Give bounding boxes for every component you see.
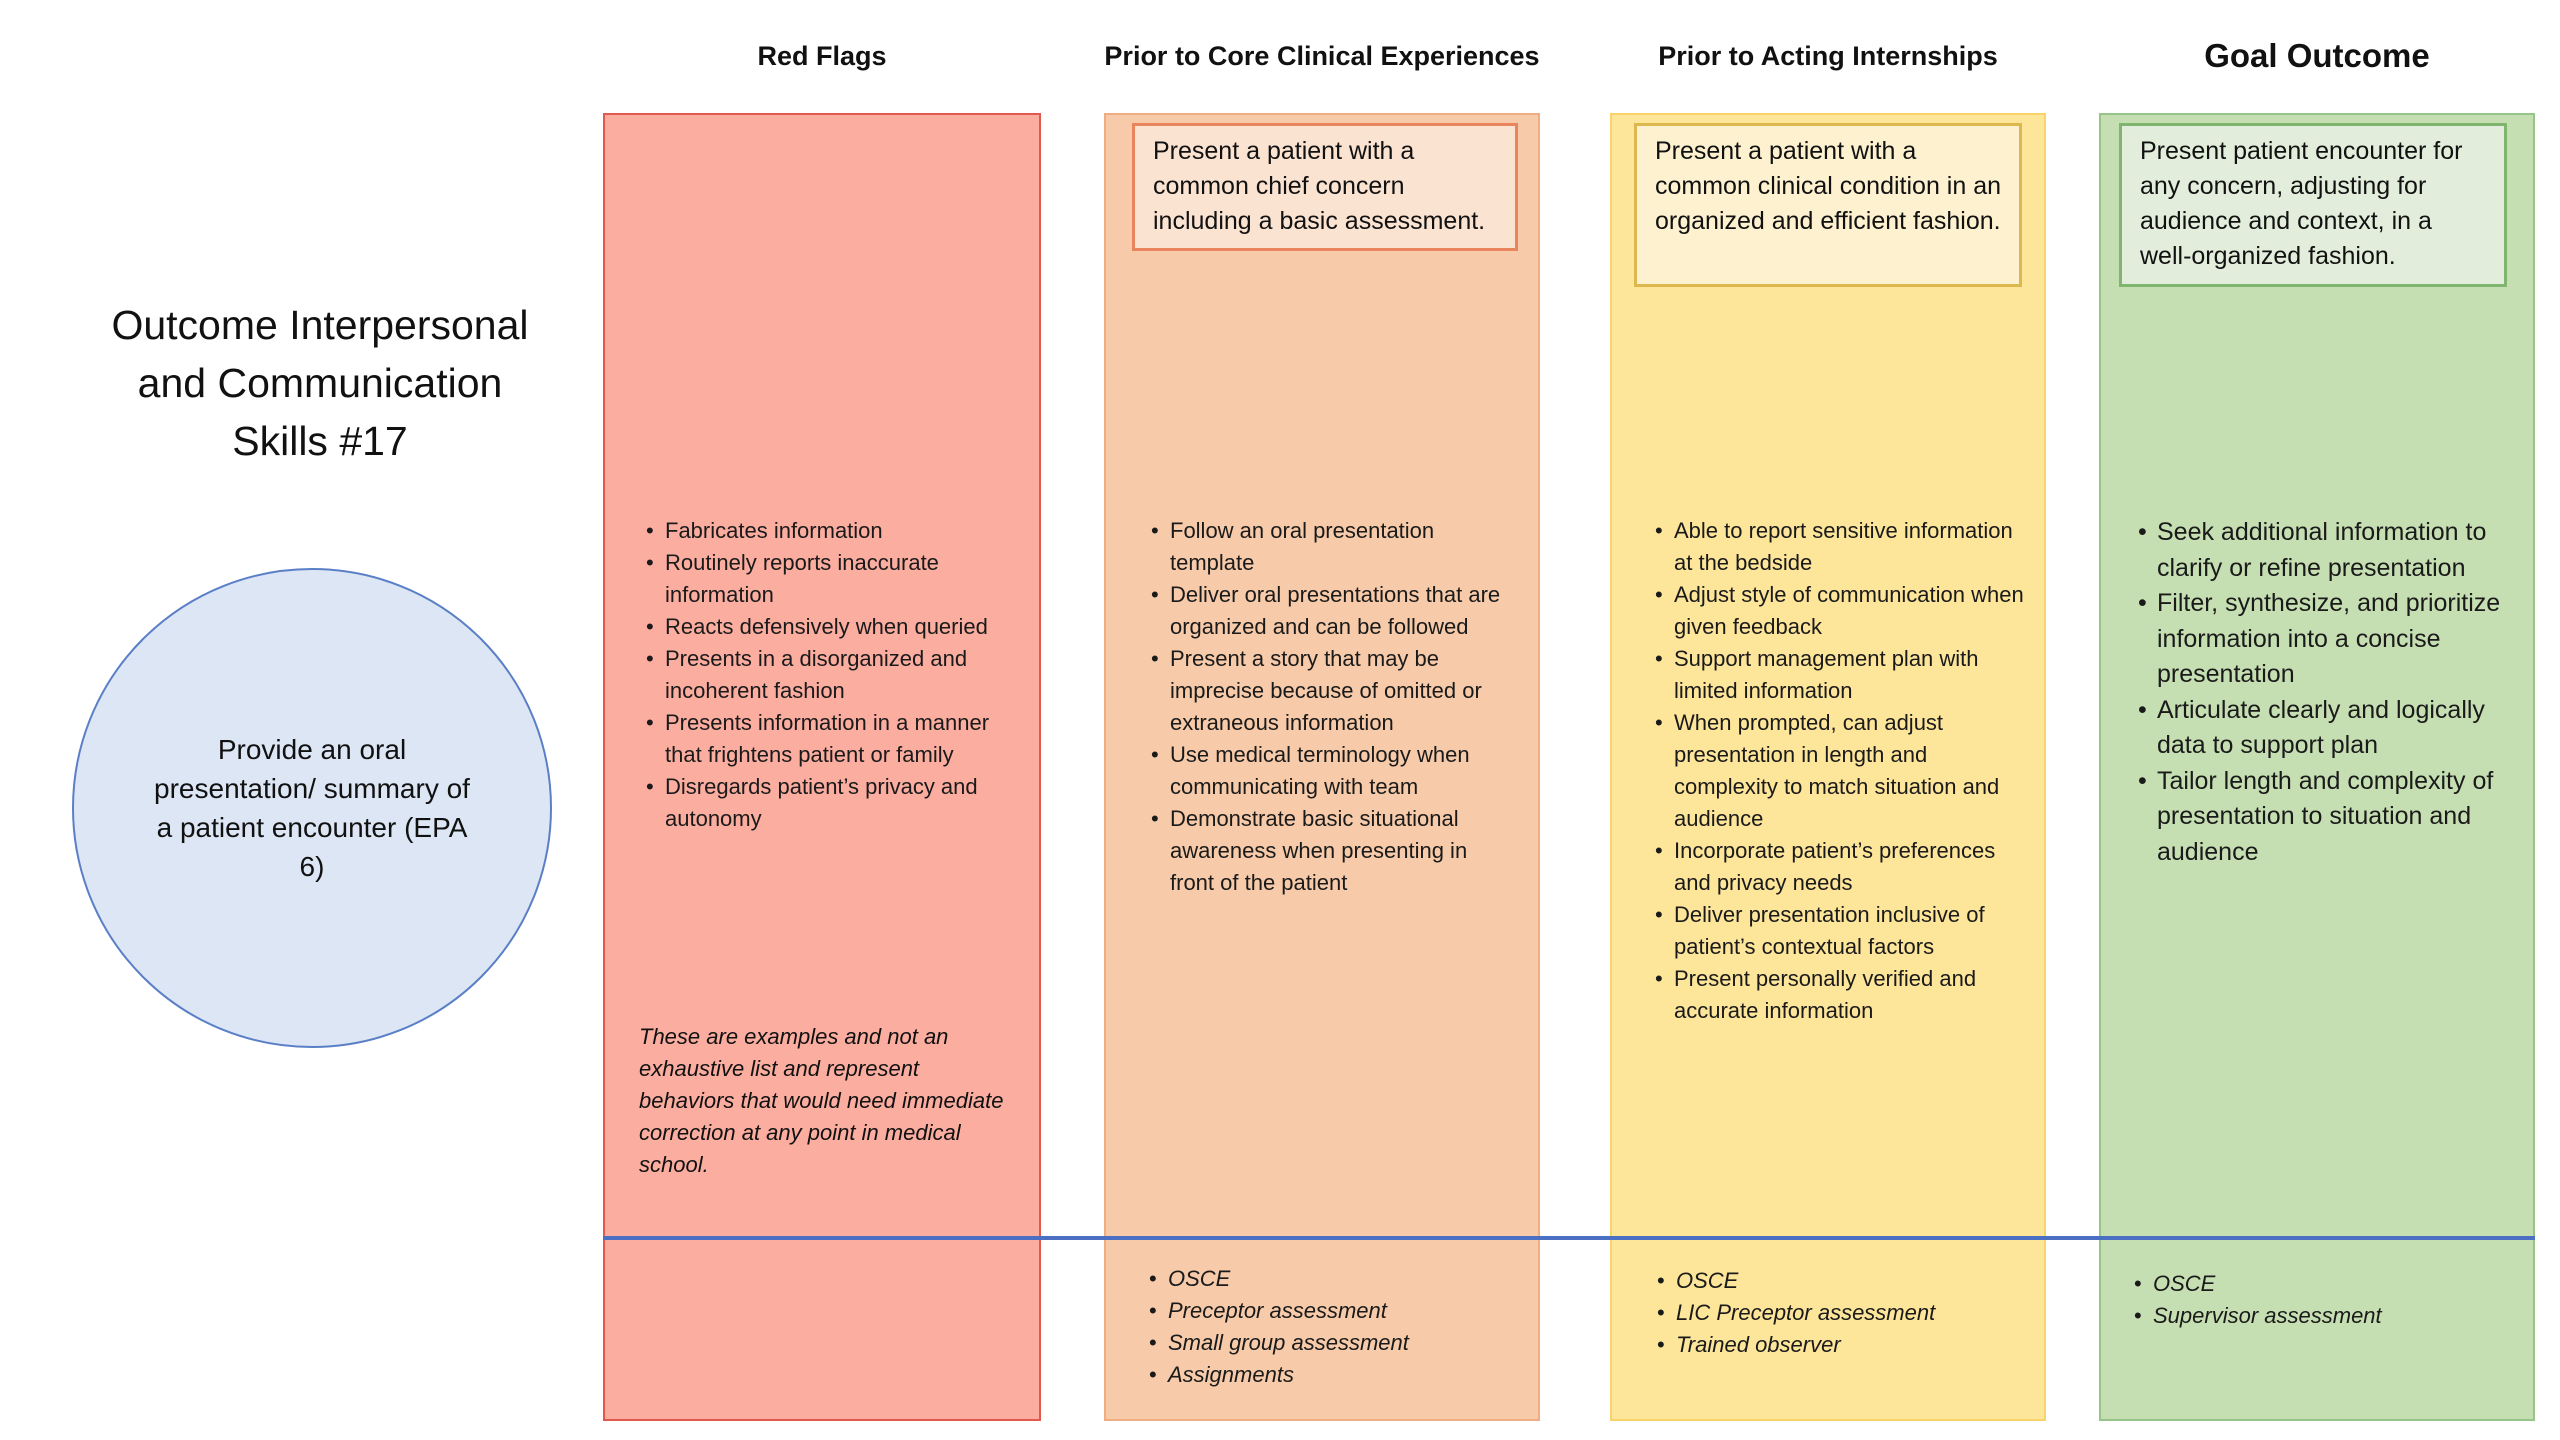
core-assessment-list [1150,1263,1548,1391]
list-item: • Seek additional information to clarify or refine presentation [2157,515,2517,586]
goal-behaviors-list [2139,515,2517,870]
header-core-clinical: Prior to Core Clinical Experiences [1104,41,1540,71]
assessment-item: • Preceptor assessment [1168,1295,1548,1327]
red-flags-column [603,113,1041,1421]
red-flags-list [647,515,1005,835]
assessment-item: • LIC Preceptor assessment [1676,1297,2056,1329]
epa-circle [72,568,552,1048]
header-goal-outcome: Goal Outcome [2204,37,2430,74]
goal-assessment-list [2135,1268,2533,1332]
list-item: • Tailor length and complexity of presentation to situation and audience [2157,764,2517,871]
outcome-title: Outcome Interpersonal and Communication Skills #17 [111,302,529,464]
list-item: • When prompted, can adjust presentation in length and complexity to match situation and audience [1674,707,2024,835]
list-item: • Follow an oral presentation template [1170,515,1510,579]
list-item: • Reacts defensively when queried [665,611,1005,643]
list-item: • Filter, synthesize, and prioritize information into a concise presentation [2157,586,2517,693]
acting-behaviors-list [1656,515,2024,1027]
list-item: • Deliver oral presentations that are organized and can be followed [1170,579,1510,643]
assessment-item: • Trained observer [1676,1329,2056,1361]
assessment-item: • Assignments [1168,1359,1548,1391]
list-item: • Able to report sensitive information at the bedside [1674,515,2024,579]
assessment-item: • OSCE [2153,1268,2533,1300]
list-item: • Fabricates information [665,515,1005,547]
list-item: • Disregards patient’s privacy and autonomy [665,771,1005,835]
core-clinical-column [1104,113,1540,1421]
acting-assessment-list [1658,1265,2056,1361]
list-item: • Demonstrate basic situational awareness when presenting in front of the patient [1170,803,1510,899]
core-summary-box: Present a patient with a common chief concern including a basic assessment. [1132,123,1518,251]
list-item: • Routinely reports inaccurate information [665,547,1005,611]
acting-internships-column [1610,113,2046,1421]
list-item: • Articulate clearly and logically data to support plan [2157,693,2517,764]
assessment-divider-line [603,1236,2535,1240]
assessment-item: • OSCE [1676,1265,2056,1297]
list-item: • Present a story that may be imprecise because of omitted or extraneous information [1170,643,1510,739]
list-item: • Support management plan with limited information [1674,643,2024,707]
epa-label: Provide an oral presentation/ summary of a patient encounter (EPA 6) [154,734,470,882]
list-item: • Deliver presentation inclusive of patient’s contextual factors [1674,899,2024,963]
list-item: • Present personally verified and accurate information [1674,963,2024,1027]
header-red-flags: Red Flags [757,41,887,71]
assessment-item: • OSCE [1168,1263,1548,1295]
assessment-item: • Supervisor assessment [2153,1300,2533,1332]
header-acting-internships: Prior to Acting Internships [1658,41,1998,71]
goal-outcome-column [2099,113,2535,1421]
acting-summary-box: Present a patient with a common clinical condition in an organized and efficient fashion. [1634,123,2022,287]
list-item: • Presents information in a manner that frightens patient or family [665,707,1005,771]
core-behaviors-list [1152,515,1510,899]
list-item: • Use medical terminology when communicating with team [1170,739,1510,803]
list-item: • Adjust style of communication when given feedback [1674,579,2024,643]
list-item: • Presents in a disorganized and incoherent fashion [665,643,1005,707]
assessment-item: • Small group assessment [1168,1327,1548,1359]
goal-summary-box: Present patient encounter for any concern, adjusting for audience and context, in a well-organized fashion. [2119,123,2507,287]
red-flags-disclaimer: These are examples and not an exhaustive list and represent behaviors that would need immediate correction at any point in medical school. [639,1024,1004,1177]
list-item: • Incorporate patient’s preferences and privacy needs [1674,835,2024,899]
